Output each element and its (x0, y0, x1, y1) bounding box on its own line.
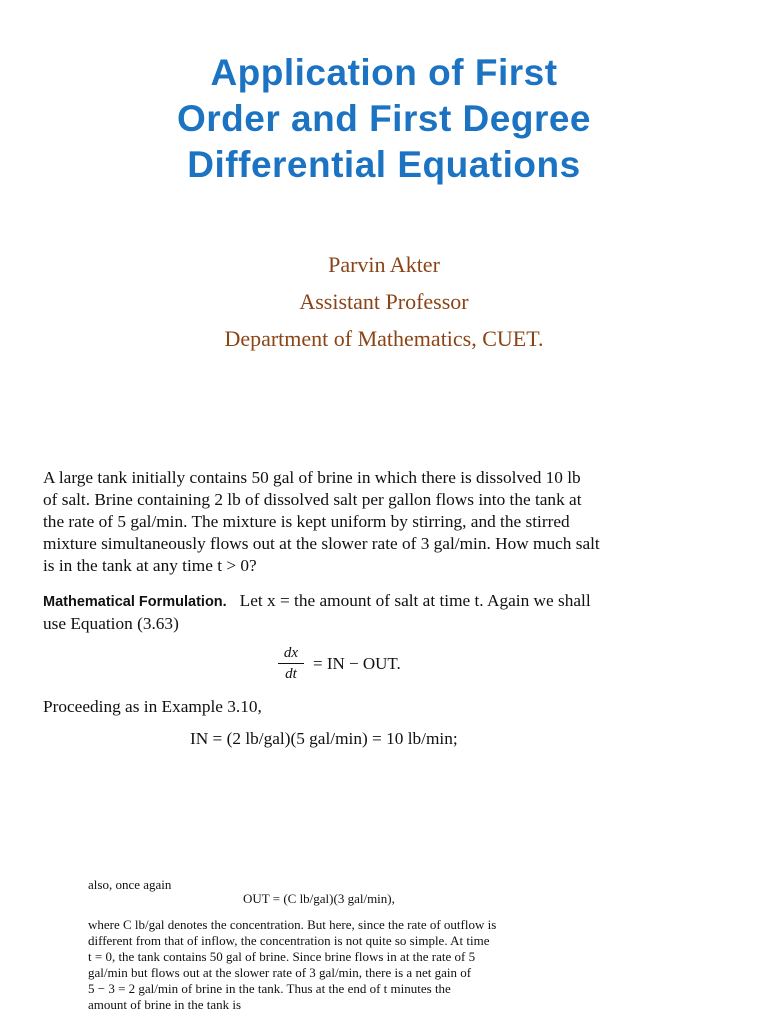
title-line-3: Differential Equations (187, 144, 581, 185)
fraction-numerator: dx (278, 643, 304, 664)
concentration-paragraph (88, 917, 588, 1013)
formulation-paragraph (43, 590, 663, 635)
problem-line: of salt. Brine containing 2 lb of dissolved salt per gallon flows into the tank at (43, 490, 582, 509)
fraction-denominator: dt (285, 666, 297, 682)
dx-dt-fraction (278, 643, 304, 684)
formulation-heading: Mathematical Formulation. (43, 594, 227, 610)
concentration-line: gal/min but flows out at the slower rate of 3 gal/min, there is a net gain of (88, 965, 472, 980)
title-line-1: Application of First (210, 52, 558, 93)
problem-statement (43, 467, 663, 577)
problem-line: the rate of 5 gal/min. The mixture is kept uniform by stirring, and the stirred (43, 512, 570, 531)
also-text: also, once again (88, 877, 172, 892)
slide-title (0, 50, 768, 188)
problem-line: A large tank initially contains 50 gal of brine in which there is dissolved 10 lb (43, 468, 581, 487)
problem-line: is in the tank at any time t > 0? (43, 556, 257, 575)
out-equation: OUT = (C lb/gal)(3 gal/min), (243, 891, 395, 906)
formulation-text: use Equation (3.63) (43, 614, 179, 633)
proceeding-text: Proceeding as in Example 3.10, (43, 697, 262, 716)
concentration-line: amount of brine in the tank is (88, 997, 242, 1012)
concentration-line: where C lb/gal denotes the concentration. But here, since the rate of outflow is (88, 917, 497, 932)
problem-line: mixture simultaneously flows out at the slower rate of 3 gal/min. How much salt (43, 534, 600, 553)
title-line-2: Order and First Degree (176, 98, 591, 139)
formulation-text: Let x = the amount of salt at time t. Again we shall (239, 591, 591, 610)
author-name: Parvin Akter (328, 252, 440, 277)
concentration-line: 5 − 3 = 2 gal/min of brine in the tank. Thus at the end of t minutes the (88, 981, 451, 996)
author-department: Department of Mathematics, CUET. (224, 326, 544, 351)
concentration-line: different from that of inflow, the concentration is not quite so simple. At time (88, 933, 490, 948)
equation-rhs: = IN − OUT. (313, 654, 401, 673)
author-block (0, 246, 768, 357)
in-equation: IN = (2 lb/gal)(5 gal/min) = 10 lb/min; (190, 729, 458, 748)
author-position: Assistant Professor (299, 289, 469, 314)
concentration-line: t = 0, the tank contains 50 gal of brine. Since brine flows in at the rate of 5 (88, 949, 476, 964)
